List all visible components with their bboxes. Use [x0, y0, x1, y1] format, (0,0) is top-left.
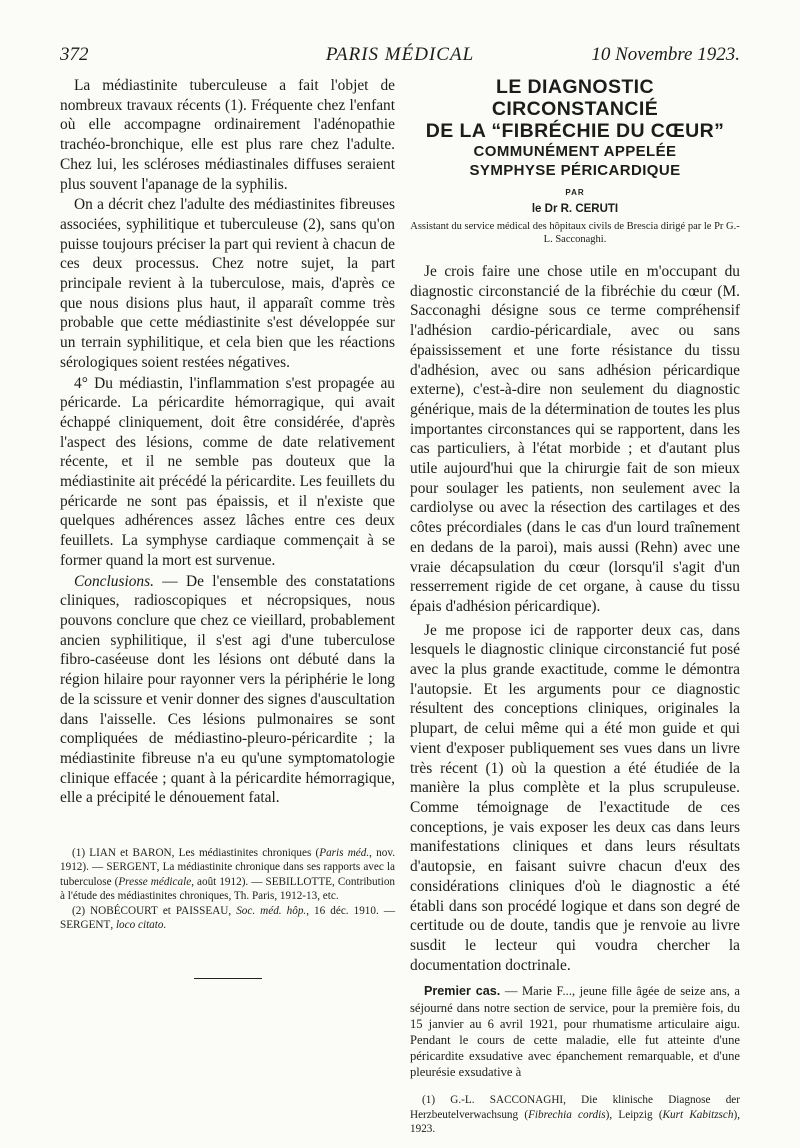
author-name: le Dr R. CERUTI — [531, 203, 619, 215]
title-line: DE LA “FIBRÉCHIE DU CŒUR” — [425, 120, 725, 142]
footnote-1: (1) LIAN et BARON, Les médiastinites chroniques (Paris méd., nov. 1912). — SERGENT, La médiastinite chronique dans ses rapports avec la tuberculose (Presse médicale, août 1912). — SEBILLOTTE, Contribution à l'étude des médiastinites chroniques, Th. Paris, 1912-13, etc. — [60, 847, 396, 903]
conclusions-text: — De l'ensemble des constatations cliniques, radioscopiques et nécropsiques, nous pouvons conclure que chez ce vieillard, probablement ancien syphilitique, il s'est agi d'une tuberculose fibro-caséeuse dont les lésions ont débuté dans la région hilaire pour rayonner vers la périphérie le long de la scissure et venir donner des signes d'auscultation dans l'aisselle. Ces lésions pulmonaires se sont compliquées de médiastino-pleuro-péricardite ; la médiastinite fibreuse n'a eu qu'une symptomatologie clinique effacée ; quant à la péricardite hémorragique, elle a précipité le dénouement fatal. — [60, 572, 395, 807]
left-column — [60, 76, 395, 979]
body-paragraph: Je me propose ici de rapporter deux cas, dans lesquels le diagnostic clinique circonstancié fut posé avec la plus grande exactitude, comme le démontra l'autopsie. Et les arguments pour ce diagnostic résultent des conceptions cliniques, originales la plupart, de celui même qui a été mon guide et qui vient d'exposer publiquement ses vues dans un livre très récent (1) où la question a été étudiée de la manière la plus complète et la plus scrupuleuse. Comme témoignage de l'exactitude de ces conceptions, je vais exposer les deux cas dans leurs manifestations cliniques et dans leurs résultats d'autopsie, en faisant suivre chacun d'eux des considérations cliniques d'où le diagnostic a été établi dans son procédé logique et dans son degré de certitude ou de doute, tandis que je renvoie au livre susdit le lecteur qui voudra chercher la documentation doctrinale. — [410, 621, 740, 974]
section-divider — [194, 978, 262, 979]
case-paragraph — [410, 983, 740, 1080]
body-paragraph: Je crois faire une chose utile en m'occupant du diagnostic circonstancié de la fibréchie du cœur (M. Sacconaghi désigne sous ce terme compréhensif l'adhésion cardio-péricardiale, avec ou sans épaississement et une forte résistance du tissu d'adhésion, avec ou sans adhésion péricardique externe), c'est-à-dire non seulement du diagnostic générique, mais de la détermination de toutes les plus importantes circonstances qui se rapportent, dans les cas particuliers, à l'état morbide ; et d'autant plus utile aujourd'hui que la chirurgie fait de son mieux pour soulager les patients, non seulement avec la cardiolyse ou avec la résection des cartilages et des côtes précordiales (dans le cas d'un lourd traînement en dedans de la paroi), mais aussi (Rehn) avec une vraie décapsulation du cœur (lorsqu'il s'agit d'un resserrement rigide de cet organe, à cause du tissu épais d'adhésion péricardique). — [410, 263, 740, 615]
case-text: — Marie F..., jeune fille âgée de seize ans, a séjourné dans notre section de service, pour la première fois, du 15 janvier au 6 avril 1921, pour rhumatisme articulaire aigu. Pendant le cours de cette maladie, elle fut atteinte d'une péricardite exsudative avec épanchement remarquable, et d'une pleurésie exsudative à — [410, 984, 740, 1080]
title-line: LE DIAGNOSTIC — [496, 76, 654, 98]
body-paragraph: On a décrit chez l'adulte des médiastinites fibreuses associées, syphilitique et tuberculeuse (2), sans qu'on puisse toujours préciser la part qui revient à chacun de ces deux processus. Chez notre sujet, la part principale revient à la tuberculose, mais, d'après ce que nous disions plus haut, il apparaît comme très probable que cette médiastinite s'est développée sur un terrain syphilitique, et cela bien que les réactions sérologiques soient restées négatives. — [60, 196, 395, 371]
article-title — [410, 76, 740, 246]
by-label: PAR — [565, 188, 585, 197]
footnote-right: (1) G.-L. SACCONAGHI, Die klinische Diagnose der Herzbeutelverwachsung (Fibrechia cordis), Leipzig (Kurt Kabitzsch), 1923. — [410, 1094, 740, 1135]
author-affiliation: Assistant du service médical des hôpitaux civils de Brescia dirigé par le Pr G.-L. Sacconaghi. — [410, 221, 740, 245]
case-label: Premier cas. — [424, 984, 501, 999]
left-footnotes — [60, 846, 395, 932]
body-paragraph: La médiastinite tuberculeuse a fait l'objet de nombreux travaux récents (1). Fréquente chez l'enfant où elle accompagne ordinairement l'adénopathie trachéo-bronchique, elle est plus rare chez l'adulte. Chez lui, les scléroses médiastinales diffuses seraient plus souvent l'apanage de la syphilis. — [60, 77, 395, 193]
right-column — [410, 76, 740, 1148]
page-number: 372 — [60, 44, 89, 65]
journal-title: PARIS MÉDICAL — [325, 44, 475, 65]
title-line: CIRCONSTANCIÉ — [491, 98, 659, 120]
body-paragraph: 4° Du médiastin, l'inflammation s'est propagée au péricarde. La péricardite hémorragique, qui avait échappé cliniquement, doit être considérée, d'après l'aspect des lésions, comme de date relativement récente, et il ne semble pas douteux que la médiastinite ait précédé la péricardite. Les feuillets du péricarde ne sont pas épaissis, et il n'existe que quelques adhérences assez lâches entre ces deux feuillets. La symphyse cardiaque commençait à se former quand la mort est survenue. — [60, 374, 395, 569]
running-header — [60, 44, 740, 74]
conclusions-label: Conclusions. — [74, 572, 154, 590]
subtitle-line: SYMPHYSE PÉRICARDIQUE — [469, 162, 681, 179]
subtitle-line: COMMUNÉMENT APPELÉE — [473, 143, 677, 160]
issue-date: 10 Novembre 1923. — [591, 44, 740, 65]
conclusions-paragraph — [60, 572, 395, 808]
footnote-2: (2) NOBÉCOURT et PAISSEAU, Soc. méd. hôp., 16 déc. 1910. — SERGENT, loco citato. — [60, 904, 396, 932]
